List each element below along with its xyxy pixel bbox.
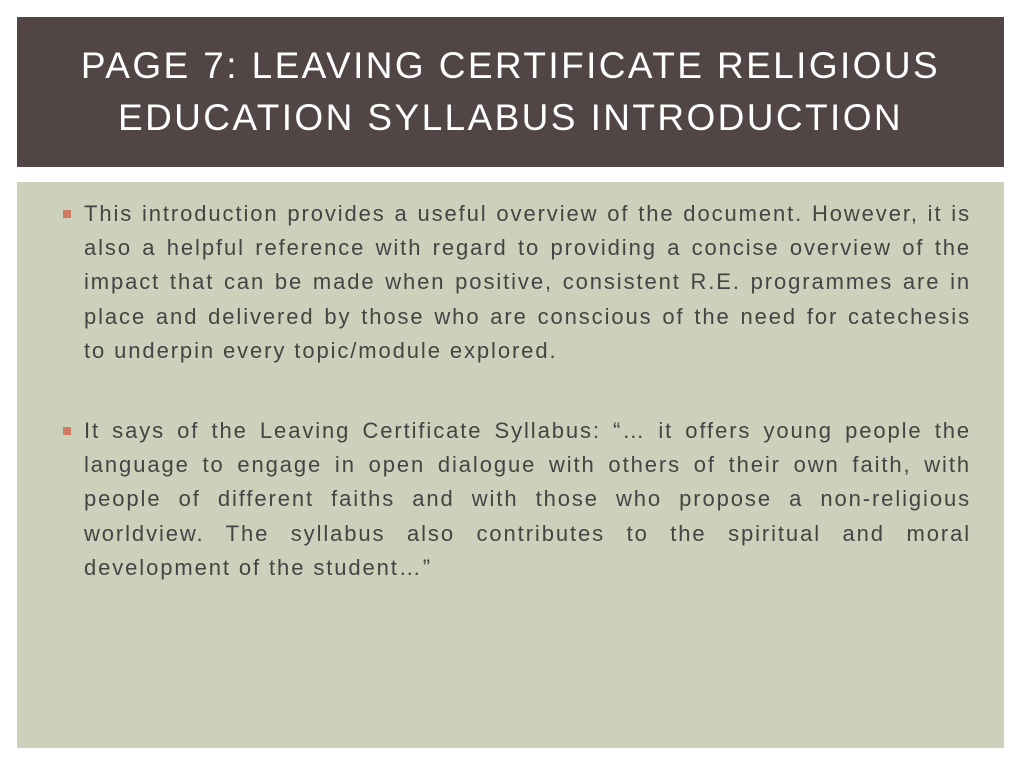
square-bullet-icon bbox=[63, 427, 71, 435]
bullet-item-syllabus-quote bbox=[62, 414, 971, 585]
slide-title: PAGE 7: LEAVING CERTIFICATE RELIGIOUS EDUCATION SYLLABUS INTRODUCTION bbox=[80, 45, 941, 138]
bullet-text: This introduction provides a useful overview of the document. However, it is also a helpful reference with regard to providing a concise overview of the impact that can be made when positive, consistent R.E. programmes are in place and delivered by those who are conscious of the need for catechesis to underpin every topic/module explored. bbox=[84, 201, 971, 363]
content-area bbox=[17, 182, 1004, 748]
bullet-item-introduction-overview bbox=[62, 197, 971, 368]
square-bullet-icon bbox=[63, 210, 71, 218]
bullet-list bbox=[62, 197, 971, 585]
bullet-text: It says of the Leaving Certificate Syllabus: “… it offers young people the language to engage in open dialogue with others of their own faith, with people of different faiths and with those who propose a non-religious worldview. The syllabus also contributes to the spiritual and moral development of the student…” bbox=[84, 418, 971, 580]
title-bar bbox=[17, 17, 1004, 167]
